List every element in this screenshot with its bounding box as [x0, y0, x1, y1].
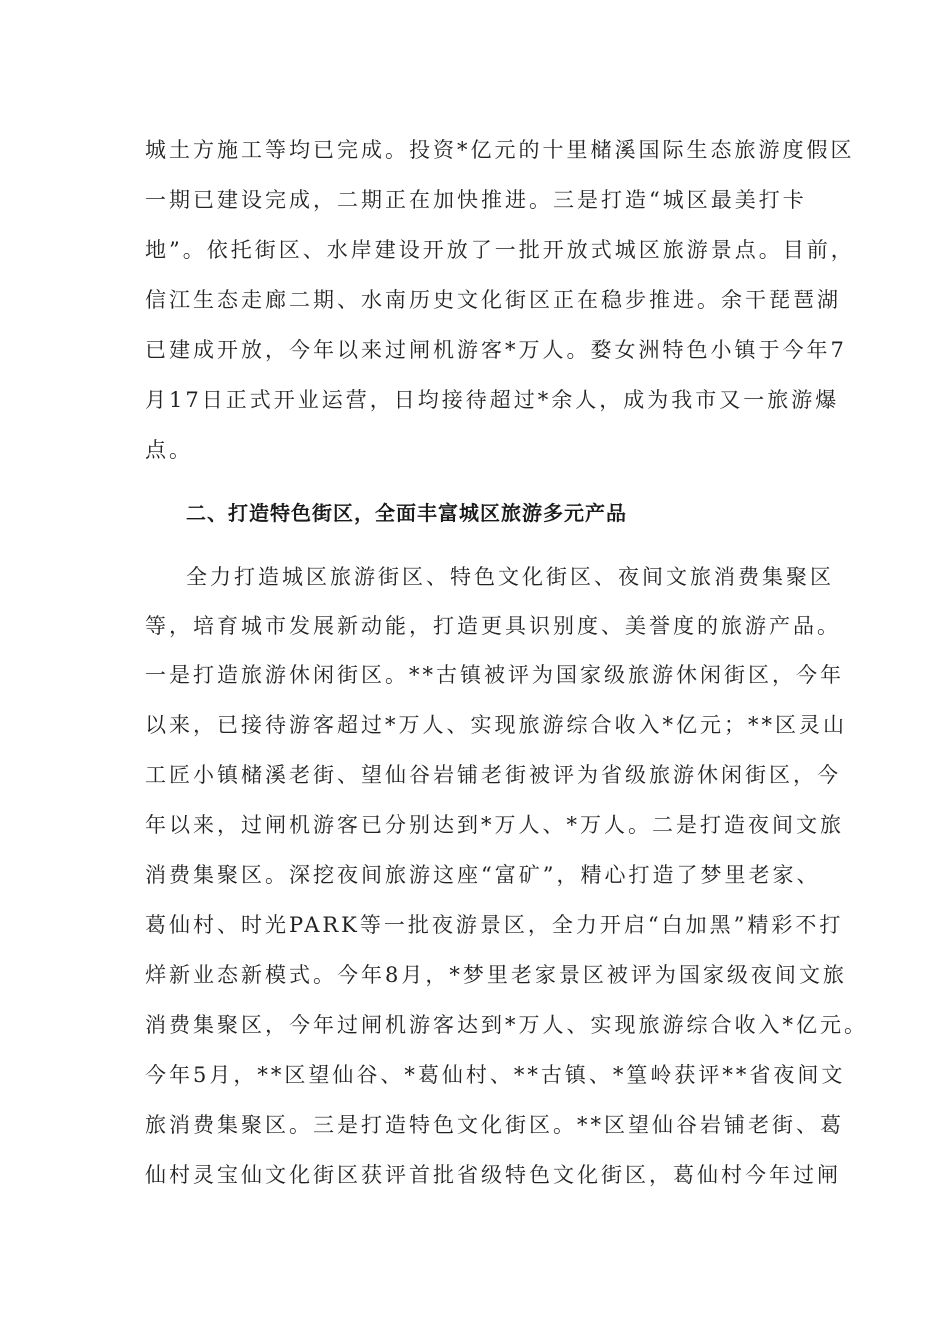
paragraph-1-line-5: 已建成开放，今年以来过闸机游客*万人。婺女洲特色小镇于今年7	[145, 338, 847, 362]
paragraph-1-line-7: 点。	[145, 438, 193, 462]
paragraph-2-line-1: 全力打造城区旅游街区、特色文化街区、夜间文旅消费集聚区	[186, 565, 834, 589]
paragraph-2-line-8: 葛仙村、时光PARK等一批夜游景区，全力开启“白加黑”精彩不打	[145, 913, 844, 937]
paragraph-2-line-9: 烊新业态新模式。今年8月，*梦里老家景区被评为国家级夜间文旅	[145, 963, 847, 987]
paragraph-2-line-10: 消费集聚区，今年过闸机游客达到*万人、实现旅游综合收入*亿元。	[145, 1013, 868, 1037]
paragraph-1-line-6: 月17日正式开业运营，日均接待超过*余人，成为我市又一旅游爆	[145, 388, 840, 412]
paragraph-1-line-2: 一期已建设完成，二期正在加快推进。三是打造“城区最美打卡	[145, 188, 807, 212]
paragraph-2-line-4: 以来，已接待游客超过*万人、实现旅游综合收入*亿元；**区灵山	[145, 713, 847, 737]
paragraph-2-line-2: 等，培育城市发展新动能，打造更具识别度、美誉度的旅游产品。	[145, 614, 841, 638]
paragraph-1-line-1: 城土方施工等均已完成。投资*亿元的十里槠溪国际生态旅游度假区	[145, 138, 855, 162]
paragraph-1-line-4: 信江生态走廊二期、水南历史文化街区正在稳步推进。余干琵琶湖	[145, 288, 841, 312]
section-heading: 二、打造特色街区，全面丰富城区旅游多元产品	[186, 501, 627, 525]
paragraph-2-line-6: 年以来，过闸机游客已分别达到*万人、*万人。二是打造夜间文旅	[145, 813, 844, 837]
paragraph-2-line-3: 一是打造旅游休闲街区。**古镇被评为国家级旅游休闲街区，今年	[145, 663, 844, 687]
paragraph-2-line-12: 旅消费集聚区。三是打造特色文化街区。**区望仙谷岩铺老街、葛	[145, 1113, 844, 1137]
paragraph-2-line-5: 工匠小镇槠溪老街、望仙谷岩铺老街被评为省级旅游休闲街区，今	[145, 763, 841, 787]
paragraph-2-line-11: 今年5月，**区望仙谷、*葛仙村、**古镇、*篁岭获评**省夜间文	[145, 1063, 846, 1087]
paragraph-2-line-7: 消费集聚区。深挖夜间旅游这座“富矿”，精心打造了梦里老家、	[145, 863, 821, 887]
paragraph-1-line-3: 地”。依托街区、水岸建设开放了一批开放式城区旅游景点。目前，	[145, 238, 855, 262]
paragraph-2-line-13: 仙村灵宝仙文化街区获评首批省级特色文化街区，葛仙村今年过闸	[145, 1163, 841, 1187]
